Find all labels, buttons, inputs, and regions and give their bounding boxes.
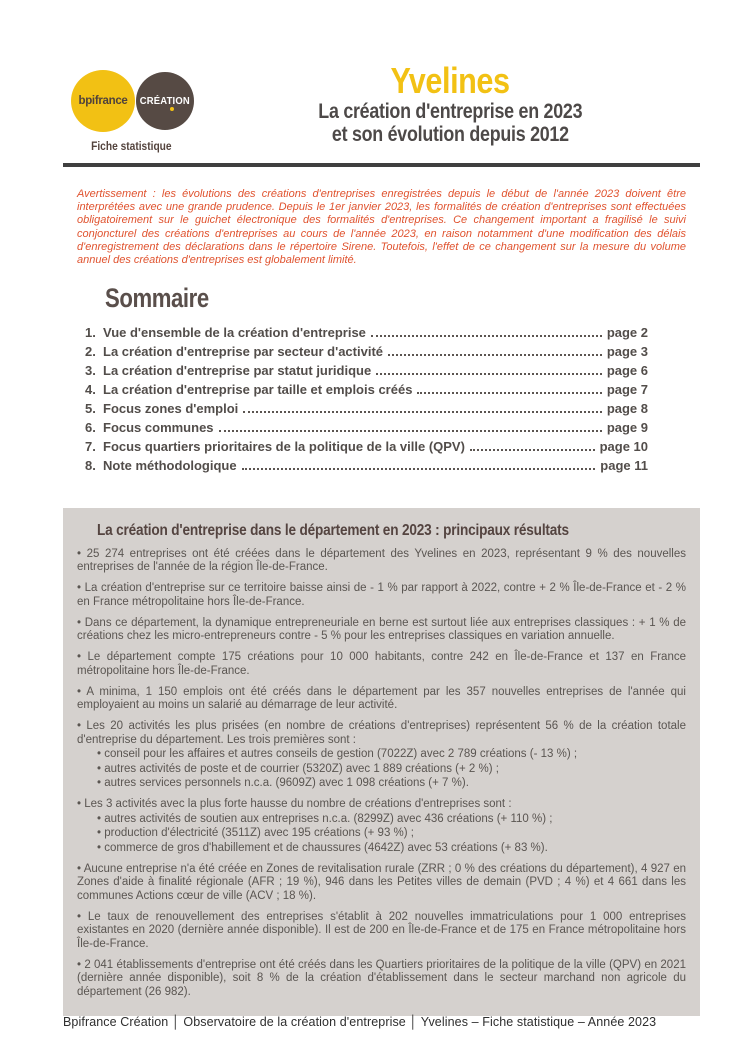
result-bullet-9: • Le taux de renouvellement des entreprises s'établit à 202 nouvelles immatriculations pour 1 000 entreprises existantes en 2020 (dernière année disponible). Il est de 200 en Île-de-France et de 175 en France métropolitaine hors Île-de-France. bbox=[77, 910, 686, 950]
toc-dotted-leader bbox=[376, 373, 602, 375]
toc-item-number: 1. bbox=[85, 325, 96, 341]
toc-item-2[interactable] bbox=[85, 342, 648, 361]
toc-dotted-leader bbox=[243, 411, 602, 413]
header-divider bbox=[63, 163, 700, 167]
warning-notice: Avertissement : les évolutions des créations d'entreprises enregistrées depuis le début de l'année 2023 doivent être interprétées avec une grande prudence. Depuis le 1er janvier 2023, les formalités de création d'entreprises sont effectuées obligatoirement sur le guichet électronique des formalités d'entreprises. Ce changement important a fragilisé le suivi conjoncturel des créations d'entreprises au cours de l'année 2023, en raison notamment d'une modification des délais d'enregistrement des déclarations dans le répertoire Sirene. Toutefois, l'effet de ce changement sur la mesure du volume annuel des créations d'entreprises est globalement limité. bbox=[77, 188, 686, 267]
result-bullet-1: • 25 274 entreprises ont été créées dans le département des Yvelines en 2023, représentant 9 % des nouvelles entreprises de l'année de la région Île-de-France. bbox=[77, 547, 686, 574]
toc-item-number: 4. bbox=[85, 382, 96, 398]
result-bullet-6-sub-2: • autres activités de poste et de courrier (5320Z) avec 1 889 créations (+ 2 %) ; bbox=[97, 762, 499, 775]
key-results-heading-text: La création d'entreprise dans le département en 2023 : principaux résultats bbox=[97, 522, 569, 540]
toc-item-number: 6. bbox=[85, 420, 96, 436]
creation-logo bbox=[136, 72, 194, 130]
toc-item-number: 7. bbox=[85, 439, 96, 455]
logo-row bbox=[63, 62, 228, 132]
table-of-contents bbox=[85, 323, 648, 475]
result-bullet-2: • La création d'entreprise sur ce territoire baisse ainsi de - 1 % par rapport à 2022, contre + 2 % Île-de-France et - 2 % en France métropolitaine hors Île-de-France. bbox=[77, 582, 686, 608]
key-results-heading bbox=[97, 521, 686, 540]
page-subtitle-line1 bbox=[228, 100, 672, 123]
toc-item-label: Note méthodologique bbox=[103, 458, 237, 474]
key-results-box bbox=[63, 508, 700, 1016]
page-subtitle-line2 bbox=[228, 123, 672, 146]
toc-item-page: page 11 bbox=[600, 458, 648, 474]
toc-dotted-leader bbox=[242, 468, 596, 470]
toc-item-page: page 7 bbox=[606, 382, 648, 398]
result-bullet-4: • Le département compte 175 créations pour 10 000 habitants, contre 242 en Île-de-France et 137 en France métropolitaine hors Île-de-France. bbox=[77, 651, 686, 677]
toc-item-8[interactable] bbox=[85, 456, 648, 475]
result-bullet-7: • Les 3 activités avec la plus forte hausse du nombre de créations d'entreprises sont : bbox=[77, 798, 512, 811]
toc-item-label: Focus quartiers prioritaires de la politique de la ville (QPV) bbox=[103, 439, 465, 455]
toc-item-number: 2. bbox=[85, 344, 96, 360]
toc-item-page: page 10 bbox=[599, 439, 648, 455]
toc-item-label: La création d'entreprise par taille et emplois créés bbox=[103, 382, 413, 398]
creation-logo-dot-icon bbox=[170, 107, 174, 111]
toc-dotted-leader bbox=[470, 449, 595, 451]
page-footer: Bpifrance Création │ Observatoire de la création d'entreprise │ Yvelines – Fiche statistique – Année 2023 bbox=[63, 1015, 657, 1029]
toc-item-3[interactable] bbox=[85, 361, 648, 380]
result-bullet-6: • Les 20 activités les plus prisées (en nombre de créations d'entreprises) représentent 56 % de la création totale d'entreprise du département. Les trois premières sont : bbox=[77, 720, 686, 746]
logo-block bbox=[63, 62, 228, 153]
toc-item-page: page 8 bbox=[606, 401, 648, 417]
toc-item-label: Focus communes bbox=[103, 420, 214, 436]
result-bullet-8: • Aucune entreprise n'a été créée en Zones de revitalisation rurale (ZRR ; 0 % des créations du département), 4 927 en Zones d'aide à finalité régionale (AFR ; 19 %), 946 dans les Petites villes de demain (PVD ; 4 %) et 4 661 dans les communes Actions cœur de ville (ACV ; 18 %). bbox=[77, 862, 686, 902]
bpifrance-logo-text: bpifrance bbox=[78, 95, 128, 107]
result-bullet-5: • A minima, 1 150 emplois ont été créés dans le département par les 357 nouvelles entreprises de l'année qui employaient au moins un salarié au démarrage de leur activité. bbox=[77, 685, 686, 712]
toc-item-page: page 6 bbox=[606, 363, 648, 379]
toc-item-6[interactable] bbox=[85, 418, 648, 437]
page-title-text: Yvelines bbox=[390, 60, 510, 101]
toc-item-1[interactable] bbox=[85, 323, 648, 342]
toc-item-number: 5. bbox=[85, 401, 96, 417]
result-bullet-6-sub-3: • autres services personnels n.c.a. (9609Z) avec 1 098 créations (+ 7 %). bbox=[97, 777, 469, 790]
page-subtitle-line2-text: et son évolution depuis 2012 bbox=[331, 123, 569, 146]
toc-heading bbox=[105, 284, 750, 312]
title-block bbox=[228, 62, 700, 153]
result-bullet-6-sub-1: • conseil pour les affaires et autres conseils de gestion (7022Z) avec 2 789 créations (- 13 %) ; bbox=[97, 748, 578, 761]
document-tagline-text: Fiche statistique bbox=[90, 139, 172, 153]
toc-dotted-leader bbox=[388, 354, 602, 356]
toc-item-page: page 3 bbox=[606, 344, 648, 360]
toc-dotted-leader bbox=[219, 430, 602, 432]
toc-item-page: page 2 bbox=[606, 325, 648, 341]
toc-item-label: Vue d'ensemble de la création d'entreprise bbox=[103, 325, 366, 341]
toc-heading-text: Sommaire bbox=[105, 283, 209, 314]
toc-item-label: La création d'entreprise par secteur d'activité bbox=[103, 344, 384, 360]
toc-item-label: La création d'entreprise par statut juridique bbox=[103, 363, 372, 379]
toc-dotted-leader bbox=[371, 335, 602, 337]
toc-item-label: Focus zones d'emploi bbox=[103, 401, 239, 417]
bpifrance-logo bbox=[71, 70, 135, 132]
toc-item-number: 8. bbox=[85, 458, 96, 474]
result-bullet-7-sub-2: • production d'électricité (3511Z) avec 195 créations (+ 93 %) ; bbox=[97, 827, 414, 840]
result-bullet-7-sub-3: • commerce de gros d'habillement et de chaussures (4642Z) avec 53 créations (+ 83 %). bbox=[97, 841, 548, 854]
document-tagline bbox=[63, 139, 199, 153]
page-title bbox=[228, 62, 672, 100]
result-bullet-3: • Dans ce département, la dynamique entrepreneuriale en berne est surtout liée aux entreprises classiques : + 1 % de créations chez les micro-entrepreneurs contre - 5 % pour les entreprises classiques en variation annuelle. bbox=[77, 616, 686, 643]
result-bullet-10: • 2 041 établissements d'entreprise ont été créés dans les Quartiers prioritaires de la politique de la ville (QPV) en 2021 (dernière année disponible), soit 8 % de la création d'établissement dans le secteur marchand non agricole du département (26 982). bbox=[77, 958, 686, 998]
toc-item-7[interactable] bbox=[85, 437, 648, 456]
creation-logo-text: CRÉATION bbox=[139, 95, 191, 107]
toc-dotted-leader bbox=[417, 392, 601, 394]
toc-item-5[interactable] bbox=[85, 399, 648, 418]
page-subtitle-line1-text: La création d'entreprise en 2023 bbox=[318, 100, 582, 123]
toc-item-4[interactable] bbox=[85, 380, 648, 399]
toc-item-number: 3. bbox=[85, 363, 96, 379]
toc-item-page: page 9 bbox=[606, 420, 648, 436]
document-header bbox=[0, 0, 750, 153]
result-bullet-7-sub-1: • autres activités de soutien aux entreprises n.c.a. (8299Z) avec 436 créations (+ 110 %) ; bbox=[97, 812, 553, 825]
